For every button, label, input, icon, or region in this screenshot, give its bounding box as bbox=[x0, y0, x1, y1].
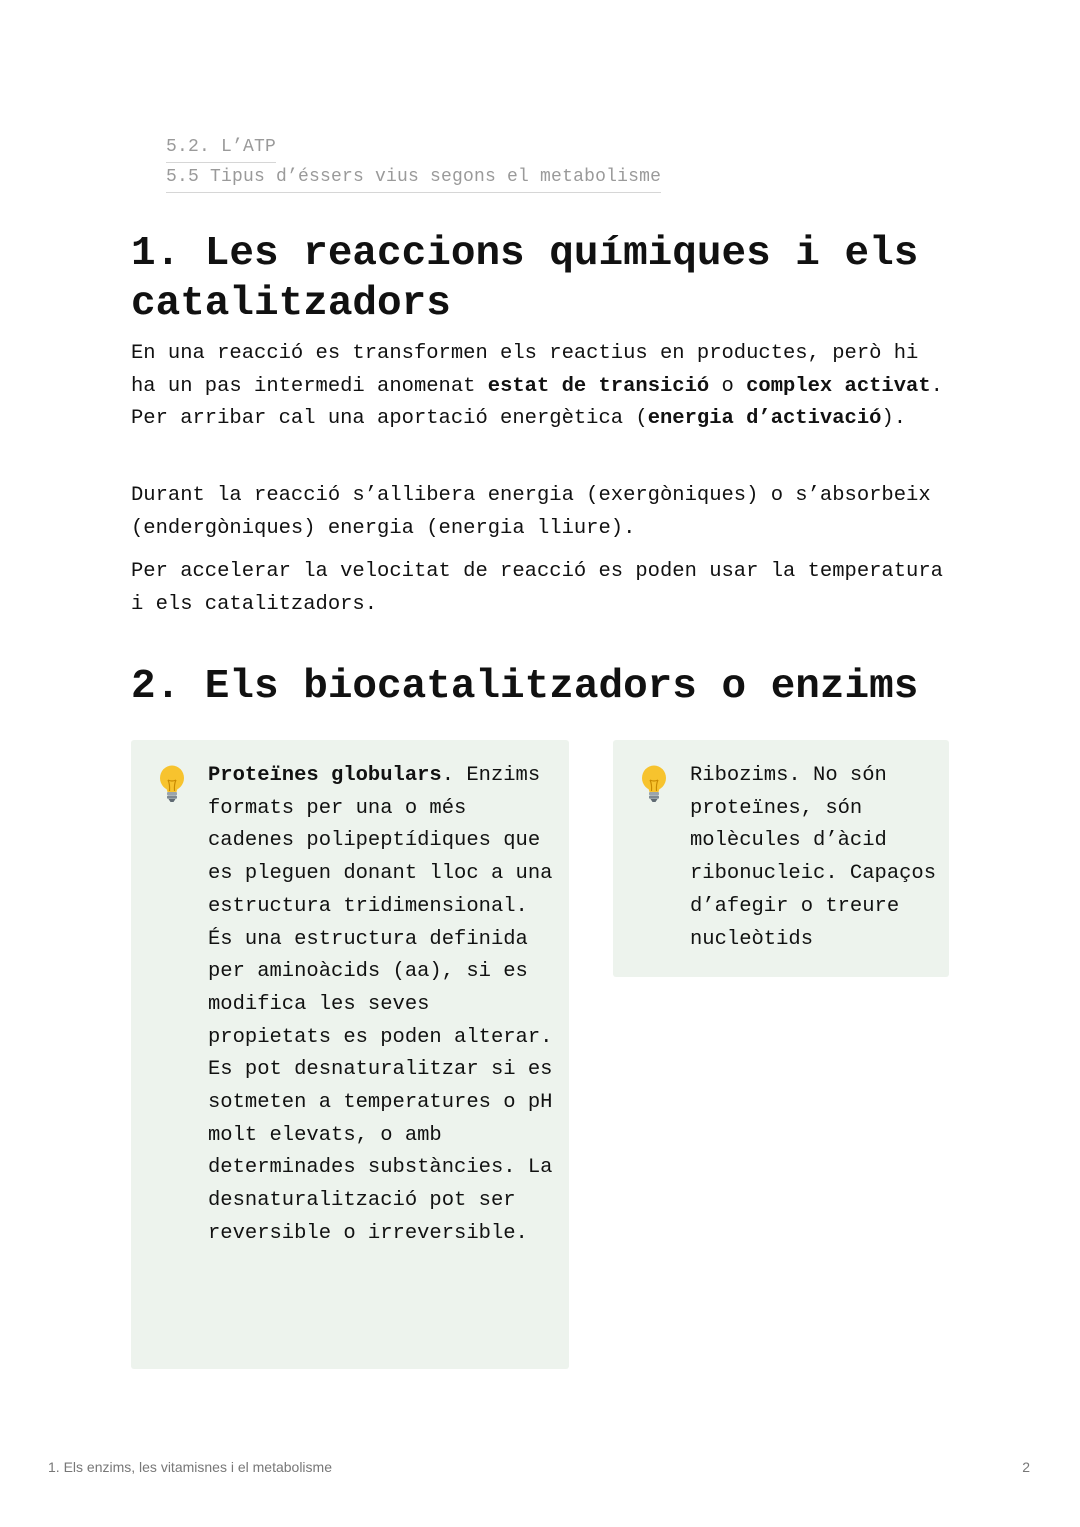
callout-2-text: Ribozims. No són proteïnes, són molècules d’àcid ribonucleic. Capaços d’afegir o treure nucleòtids bbox=[690, 764, 937, 951]
callout-ribozymes bbox=[613, 740, 949, 977]
section-2-heading: 2. Els biocatalitzadors o enzims bbox=[131, 664, 919, 710]
paragraph-energy: Durant la reacció s’allibera energia (exergòniques) o s’absorbeix (endergòniques) energia (energia lliure). bbox=[131, 484, 931, 540]
lightbulb-icon bbox=[637, 764, 671, 804]
section-1-heading-line2: catalitzadors bbox=[131, 281, 451, 327]
callout-1-text bbox=[208, 760, 563, 1251]
section-1-heading bbox=[131, 229, 961, 329]
bold-term-activated-complex: complex activat bbox=[746, 374, 931, 398]
toc-link-tipus-essers[interactable]: 5.5 Tipus d’éssers vius segons el metabolisme bbox=[166, 162, 661, 193]
paragraph-reaction bbox=[131, 338, 951, 436]
toc-link-atp[interactable]: 5.2. L’ATP bbox=[166, 132, 276, 163]
footer-document-title: 1. Els enzims, les vitamisnes i el metabolisme bbox=[48, 1459, 332, 1475]
footer-page-number: 2 bbox=[1022, 1459, 1030, 1475]
callout-globular-proteins bbox=[131, 740, 569, 1369]
paragraph-accelerate: Per accelerar la velocitat de reacció es poden usar la temperatura i els catalitzadors. bbox=[131, 560, 943, 616]
text-run: o bbox=[709, 374, 747, 398]
lightbulb-icon bbox=[155, 764, 189, 804]
section-1-heading-line1: 1. Les reaccions químiques i els bbox=[131, 231, 919, 277]
callout-1-body: . Enzims formats per una o més cadenes polipeptídiques que es pleguen donant lloc a una estructura tridimensional. És una estructura definida per aminoàcids (aa), si es modifica les seves propietats es poden alterar. Es pot desnaturalitzar si es sotmeten a temperatures o pH molt elevats, o amb determinades substàncies. La desnaturalització pot ser reversible o irreversible. bbox=[208, 764, 553, 1245]
bold-term-transition-state: estat de transició bbox=[487, 374, 710, 398]
callout-1-bold: Proteïnes globulars bbox=[208, 764, 442, 787]
bold-term-activation-energy: energia d’activació bbox=[647, 407, 882, 430]
table-of-contents bbox=[166, 132, 661, 192]
text-run: . Per arribar cal una aportació energètica ( bbox=[131, 374, 943, 430]
text-run: En una reacció es transformen els reactius en productes, però hi ha un pas intermedi anomenat bbox=[131, 342, 919, 398]
text-run: ). bbox=[881, 407, 907, 430]
